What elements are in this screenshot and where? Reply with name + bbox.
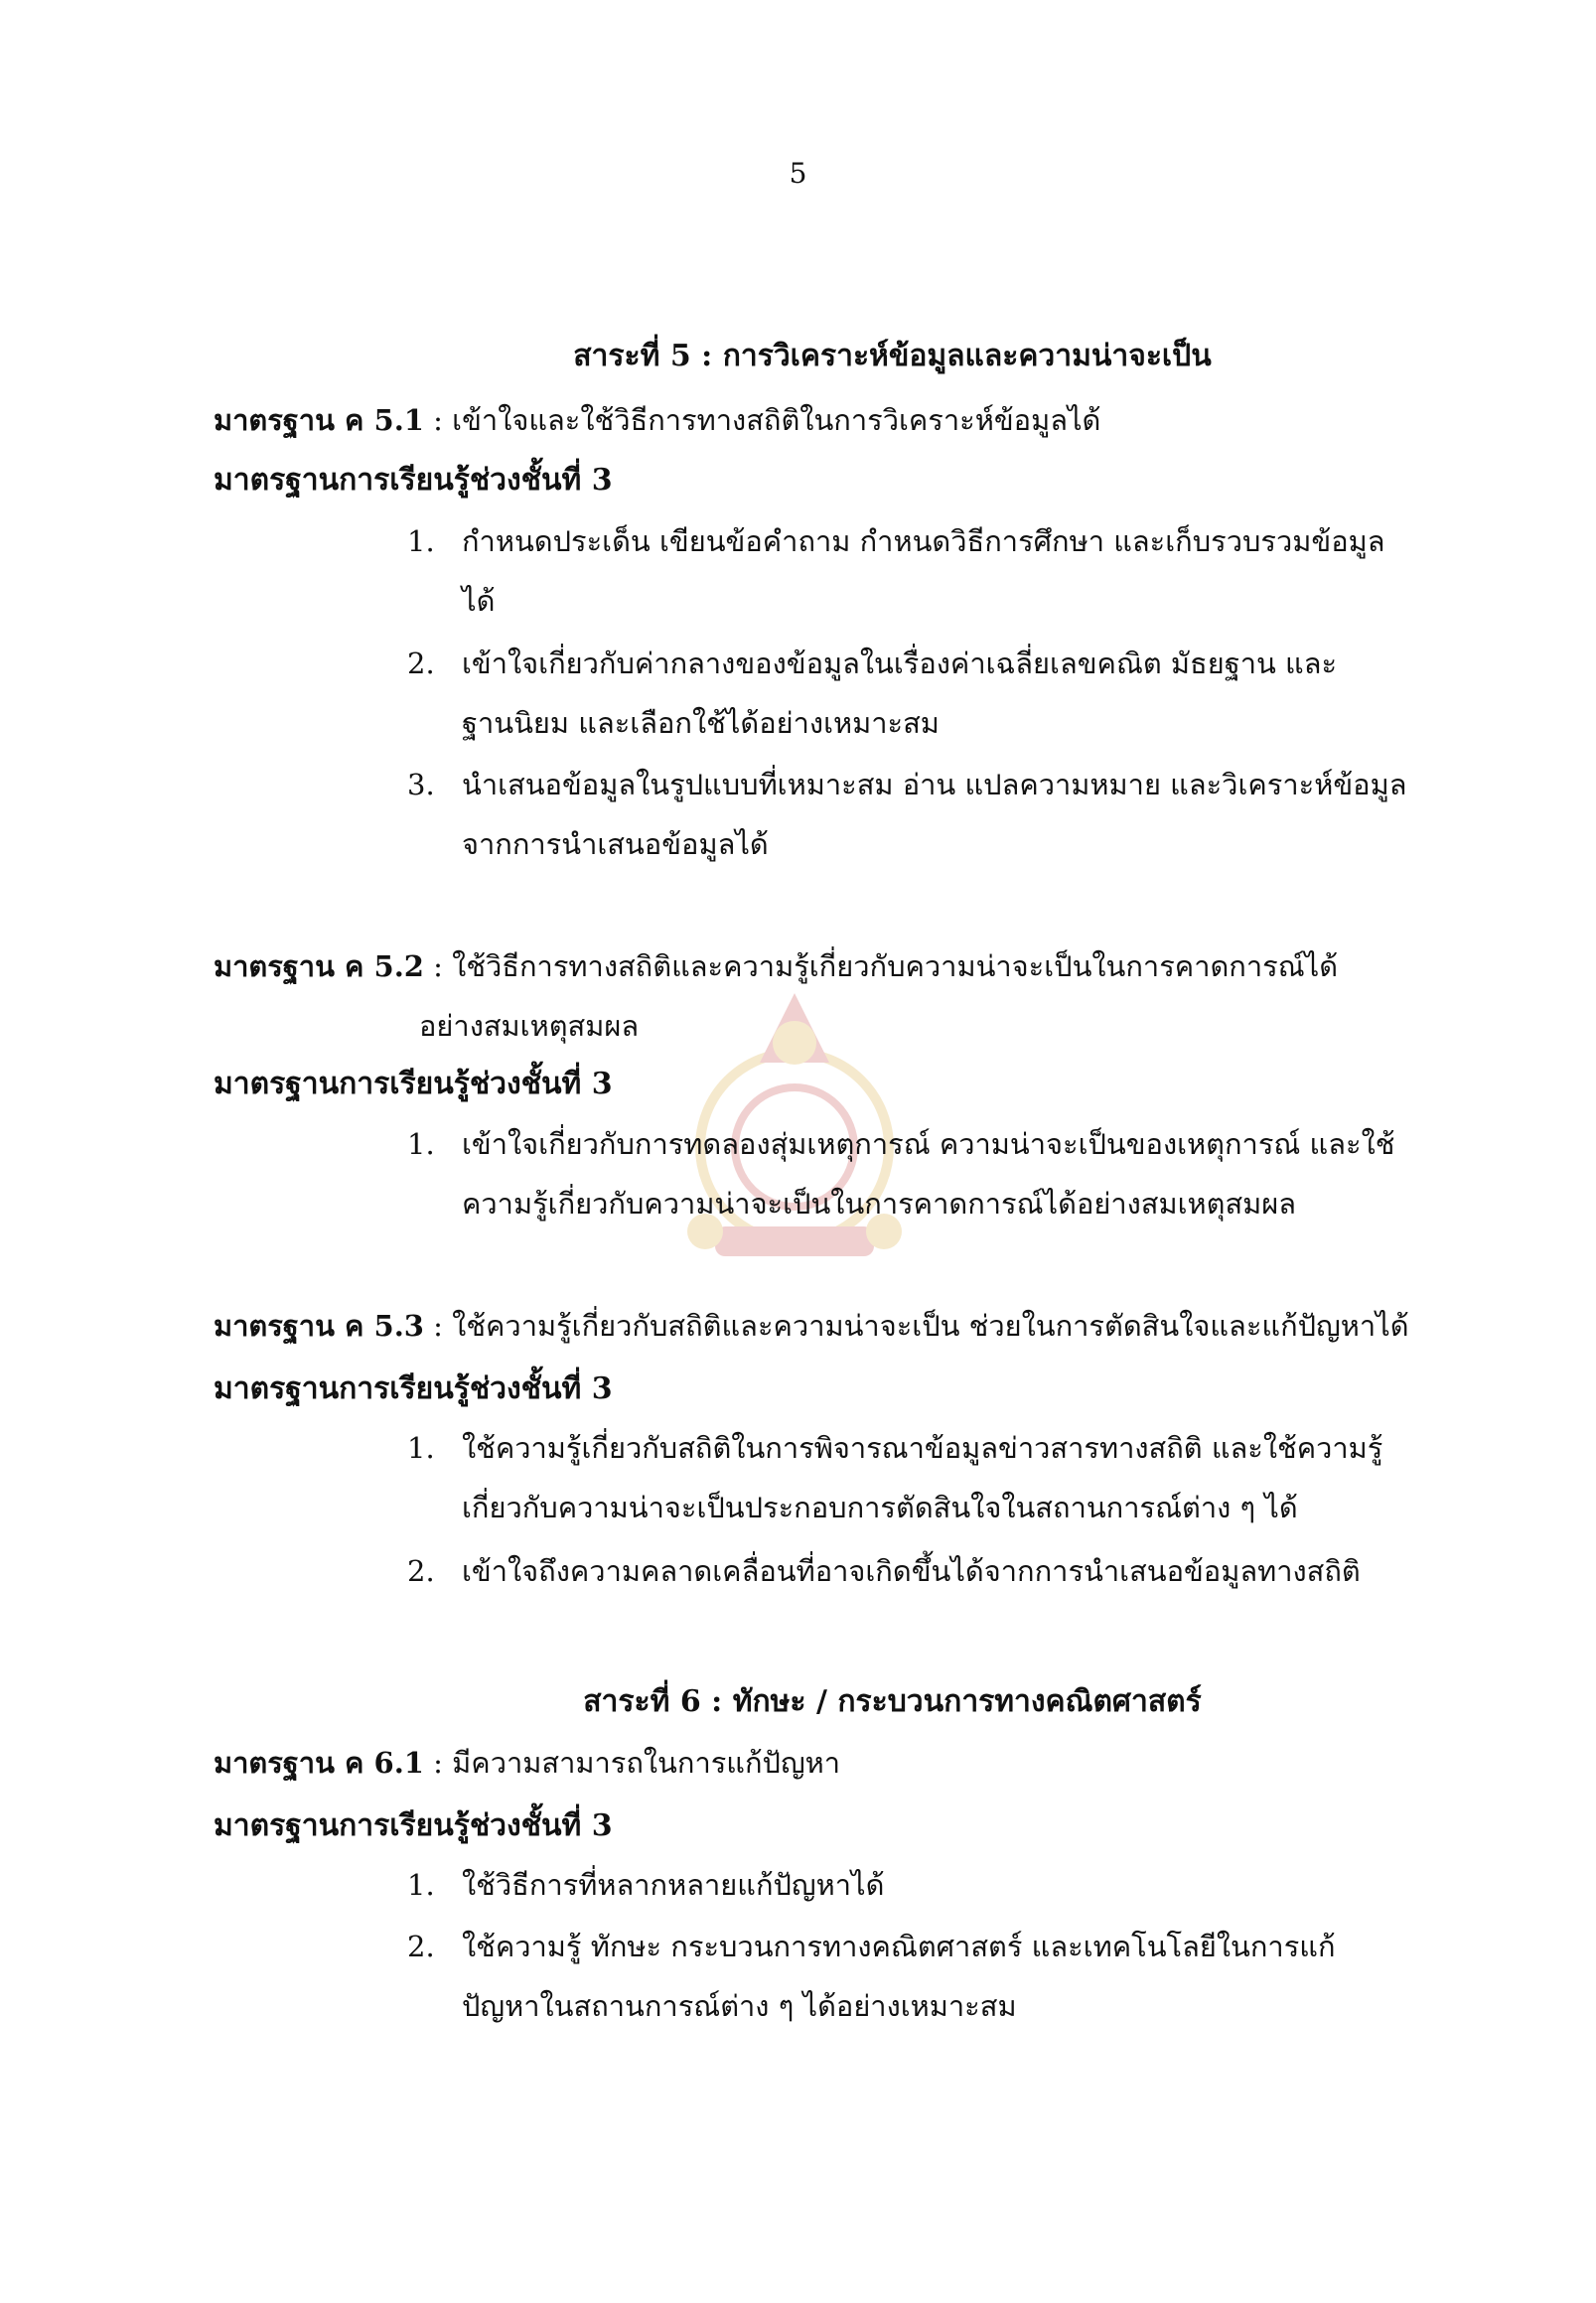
standard-text: : ใช้ความรู้เกี่ยวกับสถิติและความน่าจะเป็น ช่วยในการตัดสินใจและแก้ปัญหาได้ <box>423 1309 1409 1343</box>
page-number: 5 <box>789 157 807 190</box>
item-number: 3. <box>407 768 435 801</box>
item-text: ใช้ความรู้เกี่ยวกับสถิติในการพิจารณาข้อมูลข่าวสารทางสถิติ และใช้ความรู้เกี่ยวกับความน่าจะเป็นประกอบการตัดสินใจในสถานการณ์ต่าง ๆ ได้ <box>462 1431 1383 1524</box>
item-number: 1. <box>407 1431 435 1465</box>
item-number: 2. <box>407 1554 435 1588</box>
standard-line <box>214 1303 1409 1349</box>
item-text: นำเสนอข้อมูลในรูปแบบที่เหมาะสม อ่าน แปลความหมาย และวิเคราะห์ข้อมูลจากการนำเสนอข้อมูลได้ <box>462 768 1407 861</box>
section-title: สาระที่ 6 : ทักษะ / กระบวนการทางคณิตศาสตร์ <box>583 1684 1202 1719</box>
item-number: 1. <box>407 1868 435 1902</box>
item-number: 1. <box>407 1127 435 1161</box>
item-number: 2. <box>407 1930 435 1963</box>
list-item <box>407 1114 1410 1233</box>
standard-text: : มีความสามารถในการแก้ปัญหา <box>423 1746 841 1780</box>
level-heading: มาตรฐานการเรียนรู้ช่วงชั้นที่ 3 <box>214 463 613 498</box>
standard-code: มาตรฐาน ค 6.1 <box>214 1746 424 1780</box>
level-heading: มาตรฐานการเรียนรู้ช่วงชั้นที่ 3 <box>214 1808 613 1843</box>
standard-text: : เข้าใจและใช้วิธีการทางสถิติในการวิเคราะห์ข้อมูลได้ <box>423 403 1101 437</box>
standard-text-continued: อย่างสมเหตุสมผล <box>419 1009 640 1043</box>
item-text: ใช้ความรู้ ทักษะ กระบวนการทางคณิตศาสตร์ และเทคโนโลยีในการแก้ปัญหาในสถานการณ์ต่าง ๆ ได้อย่างเหมาะสม <box>462 1930 1336 2023</box>
item-text: เข้าใจถึงความคลาดเคลื่อนที่อาจเกิดขึ้นได้จากการนำเสนอข้อมูลทางสถิติ <box>462 1554 1361 1588</box>
list-item <box>407 755 1410 874</box>
standard-code: มาตรฐาน ค 5.1 <box>214 403 424 437</box>
standard-code: มาตรฐาน ค 5.3 <box>214 1309 424 1343</box>
standard-line <box>214 397 1100 443</box>
level-heading: มาตรฐานการเรียนรู้ช่วงชั้นที่ 3 <box>214 1067 613 1101</box>
item-number: 2. <box>407 647 435 680</box>
item-text: เข้าใจเกี่ยวกับค่ากลางของข้อมูลในเรื่องค่าเฉลี่ยเลขคณิต มัธยฐาน และฐานนิยม และเลือกใช้ได้อย่างเหมาะสม <box>462 647 1338 740</box>
section-title: สาระที่ 5 : การวิเคราะห์ข้อมูลและความน่าจะเป็น <box>573 339 1212 373</box>
list-item <box>407 1541 1410 1601</box>
level-heading: มาตรฐานการเรียนรู้ช่วงชั้นที่ 3 <box>214 1371 613 1406</box>
list-item <box>407 1855 1410 1915</box>
standard-line <box>214 1740 840 1786</box>
item-text: ใช้วิธีการที่หลากหลายแก้ปัญหาได้ <box>462 1868 885 1902</box>
item-text: กำหนดประเด็น เขียนข้อคำถาม กำหนดวิธีการศึกษา และเก็บรวบรวมข้อมูลได้ <box>462 524 1385 618</box>
list-item <box>407 511 1410 631</box>
item-number: 1. <box>407 524 435 558</box>
standard-text: : ใช้วิธีการทางสถิติและความรู้เกี่ยวกับความน่าจะเป็นในการคาดการณ์ได้ <box>423 949 1339 983</box>
list-item <box>407 1418 1410 1537</box>
list-item <box>407 1917 1410 2036</box>
item-text: เข้าใจเกี่ยวกับการทดลองสุ่มเหตุการณ์ ความน่าจะเป็นของเหตุการณ์ และใช้ความรู้เกี่ยวกับความน่าจะเป็นในการคาดการณ์ได้อย่างสมเหตุสมผล <box>462 1127 1395 1221</box>
list-item <box>407 634 1410 753</box>
standard-code: มาตรฐาน ค 5.2 <box>214 949 424 983</box>
standard-line <box>214 943 1338 1049</box>
